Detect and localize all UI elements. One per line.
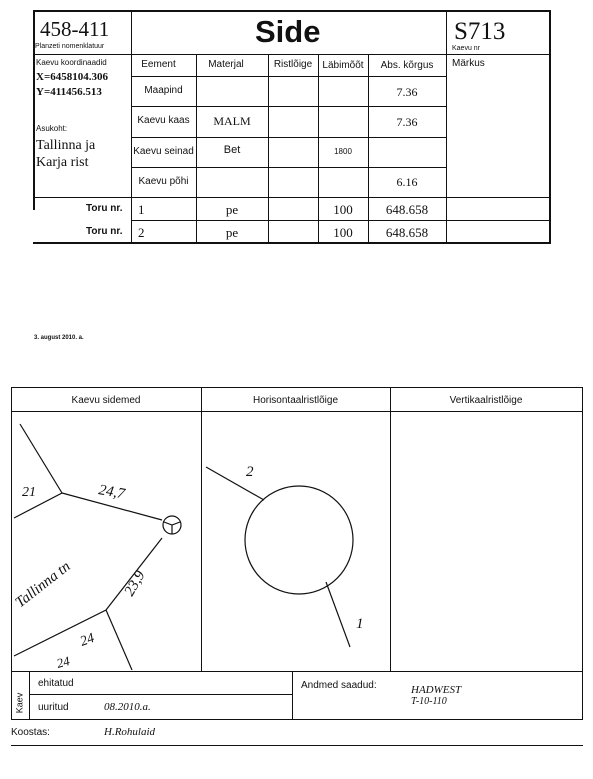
location-line1: Tallinna ja — [36, 138, 96, 153]
row-material: Bet — [223, 144, 241, 156]
header-cross: Ristlõige — [273, 59, 313, 70]
header-diameter: Läbimõõt — [322, 60, 364, 71]
page-title: Side — [255, 14, 321, 49]
pipe-number: 2 — [138, 225, 145, 240]
header-material: Materjal — [208, 59, 244, 70]
pipe-number: 1 — [138, 202, 145, 217]
row-element: Maapind — [144, 85, 183, 96]
col-horizontal-title: Horisontaalristlõige — [252, 395, 339, 406]
data-source-label: Andmed saadud: — [301, 680, 377, 691]
pipe2-label: 2 — [246, 464, 254, 480]
link-239: 23,9 — [121, 568, 149, 599]
well-number: S713 — [454, 18, 506, 45]
pipe-label: Toru nr. — [86, 203, 123, 214]
pipe-height: 648.658 — [385, 225, 429, 240]
link-24b: 24 — [54, 653, 72, 671]
row-height: 7.36 — [396, 85, 418, 99]
pipe-material: pe — [225, 225, 239, 240]
coords-label: Kaevu koordinaadid — [36, 58, 107, 67]
row-element: Kaevu kaas — [137, 115, 190, 126]
row-diameter: 1800 — [334, 147, 352, 156]
well-number-label: Kaevu nr — [452, 45, 481, 52]
row-element: Kaevu põhi — [138, 176, 189, 187]
row-element: Kaevu seinad — [133, 146, 194, 157]
street-label: Tallinna tn — [12, 558, 74, 612]
pipe1-label: 1 — [356, 616, 364, 632]
col-vertical-title: Vertikaalristlõige — [449, 395, 523, 406]
pipe-material: pe — [225, 202, 239, 217]
coord-y: Y=411456.513 — [36, 86, 102, 98]
date-note: 3. august 2010. a. — [34, 335, 84, 341]
horizontal-section-sketch — [202, 412, 390, 671]
link-24: 24 — [78, 630, 97, 650]
location-label: Asukoht: — [36, 124, 68, 133]
row-material: MALM — [213, 114, 251, 128]
header-height: Abs. kõrgus — [380, 60, 434, 71]
link-247: 24,7 — [97, 482, 126, 503]
row-height: 7.36 — [396, 115, 418, 129]
pipe-diameter: 100 — [333, 202, 353, 217]
notes-label: Märkus — [452, 58, 485, 69]
pipe-diameter: 100 — [333, 225, 353, 240]
col-connections-title: Kaevu sidemed — [71, 395, 141, 406]
data-source-value2: T-10-110 — [411, 696, 447, 707]
data-source-value1: HADWEST — [411, 684, 462, 696]
connections-sketch — [12, 412, 201, 671]
surveyed-value: 08.2010.a. — [104, 701, 151, 713]
row-height: 6.16 — [396, 175, 418, 189]
surveyed-label: uuritud — [38, 702, 69, 713]
built-label: ehitatud — [38, 678, 74, 689]
kaev-label: Kaev — [14, 692, 25, 714]
coord-x: X=6458104.306 — [36, 71, 108, 83]
pipe-label: Toru nr. — [86, 226, 123, 237]
pipe-height: 648.658 — [385, 202, 429, 217]
author-value: H.Rohulaid — [104, 726, 156, 738]
header-element: Eement — [141, 59, 176, 70]
link-21: 21 — [22, 485, 36, 500]
author-label: Koostas: — [11, 727, 50, 738]
sheet-number-label: Planzeti nomenklatuur — [35, 43, 105, 50]
location-line2: Karja rist — [36, 155, 89, 170]
sheet-number: 458-411 — [40, 17, 110, 41]
